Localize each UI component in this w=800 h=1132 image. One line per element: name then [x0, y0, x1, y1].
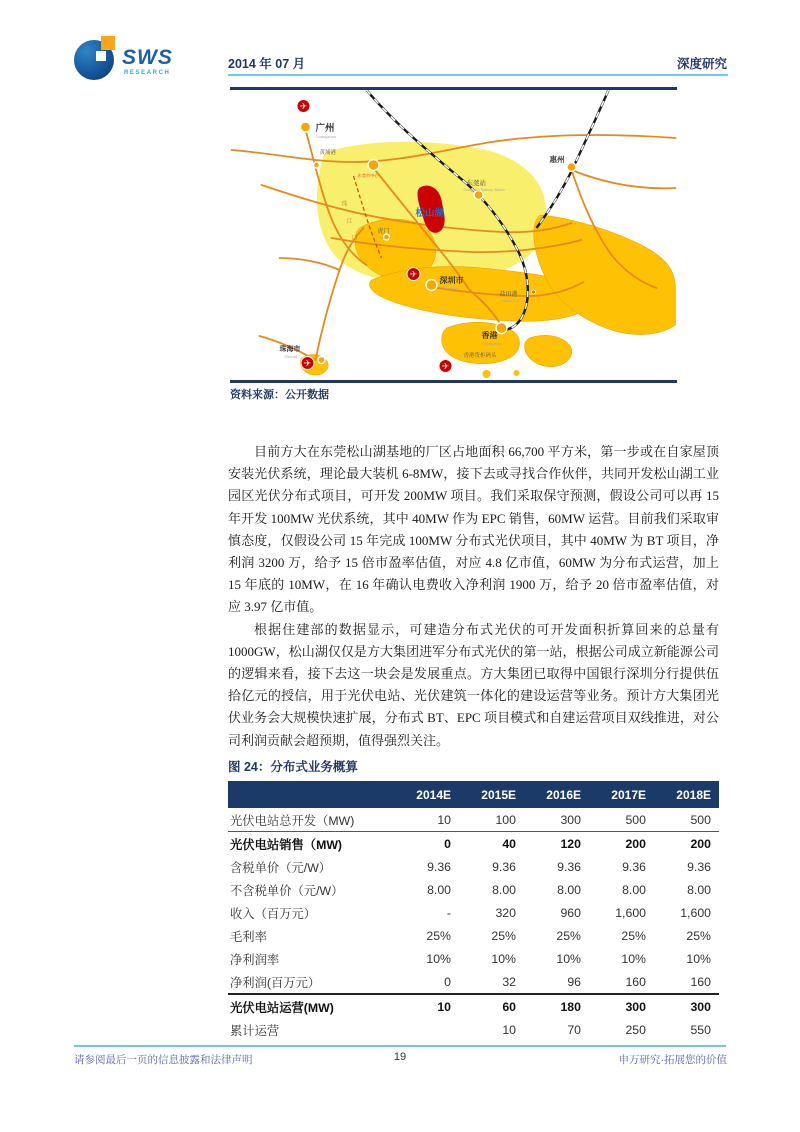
row-value: 8.00 — [557, 882, 581, 897]
row-value: 160 — [625, 974, 646, 989]
page-number: 19 — [393, 1051, 407, 1063]
body-text — [228, 441, 719, 752]
row-value: 10% — [621, 951, 646, 966]
row-value: 1,600 — [615, 905, 646, 920]
row-label: 光伏电站总开发（MW) — [228, 808, 394, 832]
row-value: 10 — [394, 994, 459, 1018]
row-label: 光伏电站销售（MW) — [230, 837, 343, 852]
row-value: 9.36 — [557, 859, 581, 874]
estimate-table-block — [228, 757, 719, 1041]
logo-sub-text: RESEARCH — [124, 70, 171, 76]
table-row — [228, 855, 719, 878]
row-value: 70 — [567, 1022, 581, 1037]
header-cell: 2018E — [654, 781, 719, 808]
row-value: 10 — [502, 1022, 516, 1037]
table-row — [228, 1018, 719, 1041]
row-value: 96 — [567, 974, 581, 989]
row-value: 9.36 — [427, 859, 451, 874]
header-rule — [228, 74, 728, 76]
table-row — [228, 832, 719, 856]
row-value: 200 — [625, 836, 646, 851]
airport-icon — [407, 268, 420, 281]
row-value: 9.36 — [492, 859, 516, 874]
footer-disclaimer: 请参阅最后一页的信息披露和法律声明 — [74, 1054, 253, 1066]
row-value: 60 — [459, 994, 524, 1018]
map-label: 江 — [346, 219, 353, 225]
row-value: 8.00 — [687, 882, 711, 897]
svg-text:✈: ✈ — [299, 101, 308, 111]
airport-icon — [297, 100, 310, 113]
map-label: 珠 — [341, 202, 348, 208]
row-label: 毛利率 — [230, 929, 267, 944]
row-value: 100 — [459, 808, 524, 832]
table-row — [228, 808, 719, 832]
sws-logo — [74, 38, 224, 86]
map-label: 松山湖 — [415, 208, 445, 219]
svg-text:✈: ✈ — [409, 269, 418, 279]
row-value: 10 — [394, 808, 459, 832]
row-value: 10% — [686, 951, 711, 966]
map-label: 东莞站 — [466, 180, 486, 187]
logo-notch-icon — [96, 51, 106, 61]
map-label: Shenzhen — [441, 286, 460, 291]
region-map — [230, 90, 677, 380]
row-value: 10% — [556, 951, 581, 966]
row-value: 550 — [690, 1022, 711, 1037]
map-label: 香港 — [481, 331, 498, 340]
map-islet — [483, 370, 491, 378]
airport-icon — [439, 360, 452, 373]
row-value: 250 — [625, 1022, 646, 1037]
row-value: 25% — [426, 928, 451, 943]
row-value: 500 — [589, 808, 654, 832]
row-value: 960 — [560, 905, 581, 920]
map-label: Dongguan Railway Station — [463, 188, 505, 192]
row-value: 9.36 — [622, 859, 646, 874]
row-label: 累计运营 — [230, 1023, 280, 1038]
map-label: 香港货柜码头 — [463, 353, 497, 359]
row-label: 净利润率 — [230, 952, 280, 967]
row-value: 25% — [621, 928, 646, 943]
header-cell: 2016E — [524, 781, 589, 808]
map-label: Guangzhou — [315, 134, 337, 139]
row-value: 120 — [560, 836, 581, 851]
row-value: 0 — [444, 974, 451, 989]
figure-source: 资料来源：公开数据 — [230, 389, 329, 401]
row-value: 300 — [589, 994, 654, 1018]
table-row — [228, 924, 719, 947]
table-row — [228, 994, 719, 1018]
row-value: 0 — [444, 836, 451, 851]
row-value: 160 — [690, 974, 711, 989]
row-value: 10% — [426, 951, 451, 966]
table-row — [228, 878, 719, 901]
row-value: 320 — [495, 905, 516, 920]
airport-icon — [301, 357, 314, 370]
table-header-row — [228, 781, 719, 808]
body-paragraph: 目前方大在东莞松山湖基地的厂区占地面积 66,700 平方米，第一步或在自家屋顶安装光伏系统，理论最大装机 6-8MW，接下去或寻找合作伙伴，共同开发松山湖工业园区光伏分布式项目，可开发 200MW 项目。我们采取保守预测，假设公司可以再 15 年开发 100MW 光伏系统，其中 40MW 作为 EPC 销售，60MW 运营。目前我们采取审慎态度，仅假设公司 15 年完成 100MW 分布式光伏项目，其中 40MW 为 BT 项目，净利润 3200 万，给予 15 倍市盈率估值，对应 4.8 亿市值，60MW 为分布式运营，加上 15 年底的 10MW，在 16 年确认电费收入净利润 1900 万，给予 20 倍市盈率估值，对应 3.97 亿市值。 — [228, 444, 719, 615]
row-label: 净利润(百万元） — [230, 975, 321, 990]
table-row — [228, 947, 719, 970]
body-paragraph: 根据住建部的数据显示，可建造分布式光伏的可开发面积折算回来的总量有 1000GW，松山湖仅仅是方大集团进军分布式光伏的第一站，根据公司成立新能源公司的逻辑来看，接下去这一块会是发展重点。方大集团已取得中国银行深圳分行提供伍拾亿元的授信，用于光伏电站、光伏建筑一体化的建设运营等业务。预计方大集团光伏业务会大规模快速扩展，分布式 BT、EPC 项目模式和自建运营项目双线推进，对公司利润贡献会超预期，值得强烈关注。 — [228, 621, 719, 748]
row-value: 200 — [690, 836, 711, 851]
map-islet — [514, 370, 520, 376]
map-label: 东莞市中心 — [357, 173, 379, 178]
footer-slogan: 申万研究·拓展您的价值 — [618, 1054, 727, 1066]
header-cell-empty — [228, 781, 394, 808]
row-value: 40 — [502, 836, 516, 851]
table-row — [228, 970, 719, 994]
table-title: 图 24：分布式业务概算 — [228, 760, 358, 774]
map-label: Yantian Port — [500, 299, 520, 303]
row-value — [394, 1018, 459, 1041]
map-label: 珠海市 — [279, 346, 301, 353]
row-value: 300 — [524, 808, 589, 832]
row-value: 180 — [524, 994, 589, 1018]
map-label: 深圳市 — [439, 276, 464, 285]
map-figure — [230, 87, 677, 383]
map-label: 口 — [351, 236, 358, 242]
logo-orange-square-icon — [101, 36, 115, 50]
row-value: 25% — [556, 928, 581, 943]
row-value: 9.36 — [687, 859, 711, 874]
svg-text:✈: ✈ — [441, 361, 450, 371]
header-cell: 2015E — [459, 781, 524, 808]
table-row — [228, 901, 719, 924]
table-body — [228, 808, 719, 1041]
estimate-table — [228, 781, 719, 1041]
row-value: 25% — [686, 928, 711, 943]
row-value: 8.00 — [492, 882, 516, 897]
map-label: Humen — [379, 236, 391, 240]
map-label: 广州 — [315, 123, 335, 134]
logo-brand-text: SWS — [122, 46, 173, 69]
row-value: 8.00 — [427, 882, 451, 897]
report-type: 深度研究 — [676, 57, 727, 71]
row-value: 1,600 — [680, 905, 711, 920]
row-label: 含税单价（元/W） — [230, 860, 332, 875]
row-label: 不含税单价（元/W） — [230, 883, 344, 898]
row-value: 25% — [491, 928, 516, 943]
header-cell: 2014E — [394, 781, 459, 808]
row-value: 8.00 — [622, 882, 646, 897]
report-date: 2014 年 07 月 — [228, 57, 306, 71]
map-label: Zhuhai — [284, 354, 297, 359]
map-label: 虎门 — [377, 229, 390, 235]
row-value: 10% — [491, 951, 516, 966]
row-value: - — [446, 905, 451, 920]
map-label: 惠州 — [549, 155, 565, 164]
footer-rule — [74, 1045, 726, 1047]
row-label: 收入（百万元） — [230, 906, 317, 921]
map-label: Hongkong — [483, 341, 502, 346]
header-cell: 2017E — [589, 781, 654, 808]
row-value: 32 — [502, 974, 516, 989]
svg-text:✈: ✈ — [303, 358, 312, 368]
map-label: 盐田港 — [499, 292, 518, 298]
row-value: 500 — [654, 808, 719, 832]
row-value: 300 — [654, 994, 719, 1018]
row-label: 光伏电站运营(MW) — [228, 994, 394, 1018]
map-label: 黄埔港 — [319, 150, 337, 156]
